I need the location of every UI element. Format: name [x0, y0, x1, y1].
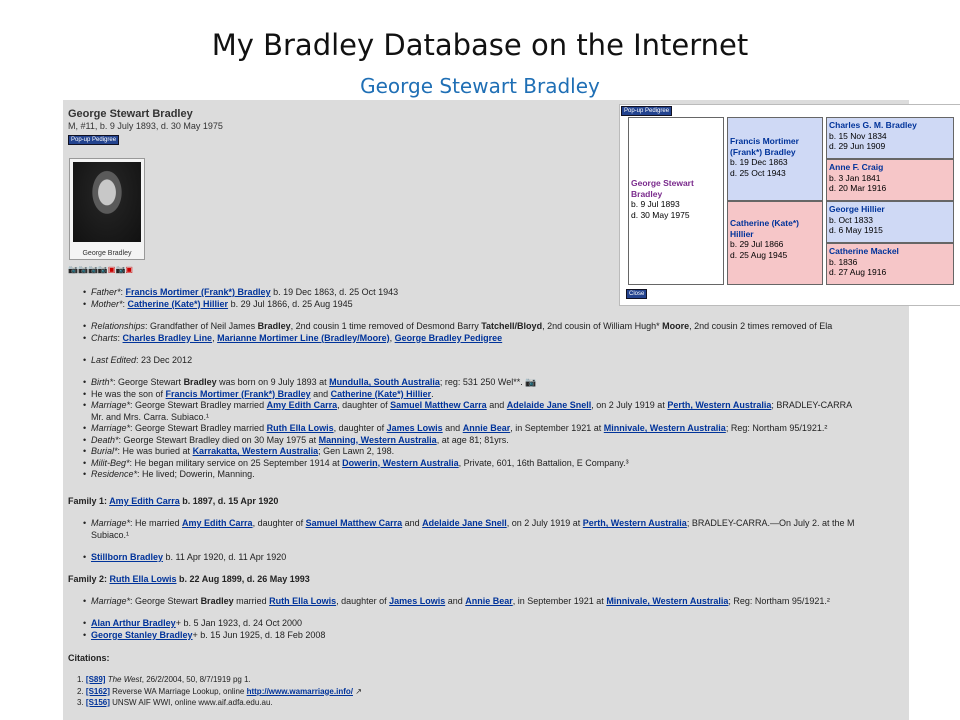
family-1-children	[83, 552, 286, 564]
list-item: • Last Edited: 23 Dec 2012	[83, 355, 192, 367]
list-item: • Burial*: He was buried at Karrakatta, Western Australia; Gen Lawn 2, 198.	[83, 446, 852, 458]
pedigree-maternal-grandmother-box: Catherine Mackel b. 1836 d. 27 Aug 1916	[826, 243, 954, 285]
camera-icon[interactable]: 📷	[87, 265, 98, 274]
pedigree-self-link[interactable]: George Stewart Bradley	[631, 178, 694, 199]
spouse-link[interactable]: Amy Edith Carra	[109, 496, 180, 506]
spouse-link[interactable]: Ruth Ella Lowis	[269, 596, 337, 606]
place-link[interactable]: Minnivale, Western Australia	[603, 423, 726, 433]
family-1-list	[83, 518, 855, 541]
child-link[interactable]: George Stanley Bradley	[91, 629, 193, 640]
pedigree-mother-box: Catherine (Kate*) Hillier b. 29 Jul 1866 d. 25 Aug 1945	[727, 201, 823, 285]
popup-pedigree-header: Pop-up Pedigree	[621, 106, 672, 116]
pedigree-grandparent-link[interactable]: George Hillier	[829, 204, 885, 214]
slide-title: My Bradley Database on the Internet	[211, 28, 749, 62]
pedigree-mother-link[interactable]: Catherine (Kate*) Hillier	[730, 218, 799, 239]
list-item: • Marriage*: George Stewart Bradley married Ruth Ella Lowis, daughter of James Lowis and Annie Bear, in September 1921 at Minnivale, Western Australia; Reg: Northam 95/1921.²	[83, 596, 830, 608]
person-link[interactable]: Samuel Matthew Carra	[390, 400, 487, 410]
chart-link[interactable]: George Bradley Pedigree	[394, 332, 503, 343]
person-link[interactable]: Annie Bear	[462, 423, 511, 433]
spouse-link[interactable]: Ruth Ella Lowis	[109, 574, 177, 584]
person-meta: M, #11, b. 9 July 1893, d. 30 May 1975	[68, 121, 223, 131]
list-item: • Birth*: George Stewart Bradley was born on 9 July 1893 at Mundulla, South Australia; reg: 531 250 Wel**. 📷	[83, 377, 852, 389]
camera-icon[interactable]: 📷	[525, 377, 537, 387]
list-item: 2. [S162] Reverse WA Marriage Lookup, online http://www.wamarriage.info/ ↗	[77, 686, 362, 696]
popup-pedigree-button[interactable]: Pop-up Pedigree	[68, 135, 119, 145]
spouse-link[interactable]: Amy Edith Carra	[266, 400, 338, 410]
place-link[interactable]: Minnivale, Western Australia	[606, 596, 729, 606]
pedigree-self-box: George Stewart Bradley b. 9 Jul 1893 d. 30 May 1975	[628, 117, 724, 285]
pedigree-father-link[interactable]: Francis Mortimer (Frank*) Bradley	[730, 136, 799, 157]
list-item: • Alan Arthur Bradley+ b. 5 Jan 1923, d. 24 Oct 2000	[83, 618, 325, 630]
list-item: 3. [S156] UNSW AIF WWI, online www.aif.adfa.edu.au.	[77, 698, 273, 707]
citations-heading: Citations:	[68, 653, 110, 663]
list-item: • Marriage*: George Stewart Bradley married Amy Edith Carra, daughter of Samuel Matthew Carra and Adelaide Jane Snell, on 2 July 1919 at Perth, Western Australia; BRADLEY-CARRA	[83, 400, 852, 412]
list-item: Subiaco.¹	[91, 529, 130, 540]
mother-link[interactable]: Catherine (Kate*) Hillier	[330, 388, 432, 399]
icon-row	[68, 265, 133, 274]
source-link[interactable]: [S162]	[85, 686, 110, 696]
chart-link[interactable]: Marianne Mortimer Line (Bradley/Moore)	[217, 332, 390, 343]
pedigree-popup	[619, 104, 960, 306]
person-name: George Stewart Bradley	[68, 108, 193, 120]
person-link[interactable]: Annie Bear	[465, 596, 513, 606]
person-link[interactable]: Samuel Matthew Carra	[305, 518, 403, 528]
person-link[interactable]: Adelaide Jane Snell	[506, 400, 592, 410]
list-item: • Relationships: Grandfather of Neil James Bradley, 2nd cousin 1 time removed of Desmond Barry Tatchell/Bloyd, 2nd cousin of William Hugh* Moore, 2nd cousin 2 times removed of Ela	[83, 321, 832, 333]
place-link[interactable]: Karrakatta, Western Australia	[192, 446, 319, 456]
parents-list	[83, 287, 398, 310]
place-link[interactable]: Perth, Western Australia	[582, 518, 687, 528]
list-item: • Marriage*: He married Amy Edith Carra, daughter of Samuel Matthew Carra and Adelaide Jane Snell, on 2 July 1919 at Perth, Western Australia; BRADLEY-CARRA.—On July 2. at the M	[83, 518, 855, 530]
list-item: • Residence*: He lived; Dowerin, Manning.	[83, 469, 852, 481]
place-link[interactable]: Perth, Western Australia	[667, 400, 772, 410]
child-link[interactable]: Stillborn Bradley	[91, 552, 164, 562]
father-link[interactable]: Francis Mortimer (Frank*) Bradley	[165, 388, 311, 399]
person-link[interactable]: James Lowis	[389, 596, 446, 606]
list-item: • George Stanley Bradley+ b. 15 Jun 1925, d. 18 Feb 2008	[83, 630, 325, 642]
family-1-heading: Family 1: Amy Edith Carra b. 1897, d. 15 Apr 1920	[68, 496, 279, 506]
pedigree-grandparent-link[interactable]: Catherine Mackel	[829, 246, 899, 256]
spouse-link[interactable]: Ruth Ella Lowis	[266, 423, 334, 433]
chart-link[interactable]: Charles Bradley Line	[122, 332, 213, 343]
camera-icon[interactable]: 📷	[115, 265, 126, 274]
list-item: • Death*: George Stewart Bradley died on 30 May 1975 at Manning, Western Australia, at age 81; 81yrs.	[83, 435, 852, 447]
family-2-list	[83, 596, 830, 608]
list-item: Mr. and Mrs. Carra. Subiaco.¹	[91, 411, 210, 422]
list-item: • He was the son of Francis Mortimer (Frank*) Bradley and Catherine (Kate*) Hillier.	[83, 389, 852, 401]
list-item: • Father*: Francis Mortimer (Frank*) Bradley b. 19 Dec 1863, d. 25 Oct 1943	[83, 287, 398, 299]
family-2-heading: Family 2: Ruth Ella Lowis b. 22 Aug 1899, d. 26 May 1993	[68, 574, 310, 584]
facts-list	[83, 377, 852, 481]
portrait-image	[73, 162, 141, 242]
list-item: • Stillborn Bradley b. 11 Apr 1920, d. 11 Apr 1920	[83, 552, 286, 564]
spouse-link[interactable]: Amy Edith Carra	[182, 518, 253, 528]
pedigree-maternal-grandfather-box: George Hillier b. Oct 1833 d. 6 May 1915	[826, 201, 954, 243]
pdf-icon[interactable]: ▣	[107, 265, 116, 274]
citations-list	[77, 674, 362, 709]
camera-icon[interactable]: 📷	[68, 265, 78, 274]
slide-subtitle: George Stewart Bradley	[360, 74, 600, 98]
list-item: • Marriage*: George Stewart Bradley married Ruth Ella Lowis, daughter of James Lowis and Annie Bear, in September 1921 at Minnivale, Western Australia; Reg: Northam 95/1921.²	[83, 423, 852, 435]
father-link[interactable]: Francis Mortimer (Frank*) Bradley	[125, 287, 271, 297]
person-link[interactable]: James Lowis	[386, 423, 443, 433]
place-link[interactable]: Mundulla, South Australia	[329, 377, 440, 387]
external-url-link[interactable]: http://www.wamarriage.info/	[246, 686, 353, 696]
person-link[interactable]: Adelaide Jane Snell	[422, 518, 507, 528]
child-link[interactable]: Alan Arthur Bradley	[91, 618, 176, 628]
source-link[interactable]: [S156]	[85, 698, 110, 707]
pedigree-grandparent-link[interactable]: Charles G. M. Bradley	[829, 120, 917, 130]
list-item: • Milit-Beg*: He began military service on 25 September 1914 at Dowerin, Western Australia, Private, 601, 16th Battalion, E Company.³	[83, 458, 852, 470]
person-photo[interactable]	[69, 158, 145, 260]
place-link[interactable]: Manning, Western Australia	[318, 434, 437, 445]
last-edited	[83, 355, 192, 367]
relationships-list	[83, 321, 832, 344]
external-link-icon[interactable]: ↗	[355, 686, 362, 696]
close-button[interactable]: Close	[626, 289, 647, 299]
photo-caption: George Bradley	[82, 250, 132, 257]
place-link[interactable]: Dowerin, Western Australia	[342, 457, 459, 468]
pedigree-paternal-grandmother-box: Anne F. Craig b. 3 Jan 1841 d. 20 Mar 1916	[826, 159, 954, 201]
list-item: • Mother*: Catherine (Kate*) Hillier b. 29 Jul 1866, d. 25 Aug 1945	[83, 299, 398, 311]
list-item: 1. [S89] The West, 26/2/2004, 50, 8/7/1919 pg 1.	[77, 675, 251, 684]
pedigree-paternal-grandfather-box: Charles G. M. Bradley b. 15 Nov 1834 d. 29 Jun 1909	[826, 117, 954, 159]
list-item: • Charts: Charles Bradley Line, Marianne Mortimer Line (Bradley/Moore), George Bradley Pedigree	[83, 333, 832, 345]
family-2-children	[83, 618, 325, 641]
pedigree-grandparent-link[interactable]: Anne F. Craig	[829, 162, 884, 172]
camera-icon[interactable]: 📷	[77, 265, 88, 274]
mother-link[interactable]: Catherine (Kate*) Hillier	[127, 298, 229, 309]
source-link[interactable]: [S89]	[85, 675, 106, 684]
camera-icon[interactable]: 📷	[97, 265, 108, 274]
pedigree-father-box: Francis Mortimer (Frank*) Bradley b. 19 Dec 1863 d. 25 Oct 1943	[727, 117, 823, 201]
pdf-icon[interactable]: ▣	[125, 265, 133, 274]
